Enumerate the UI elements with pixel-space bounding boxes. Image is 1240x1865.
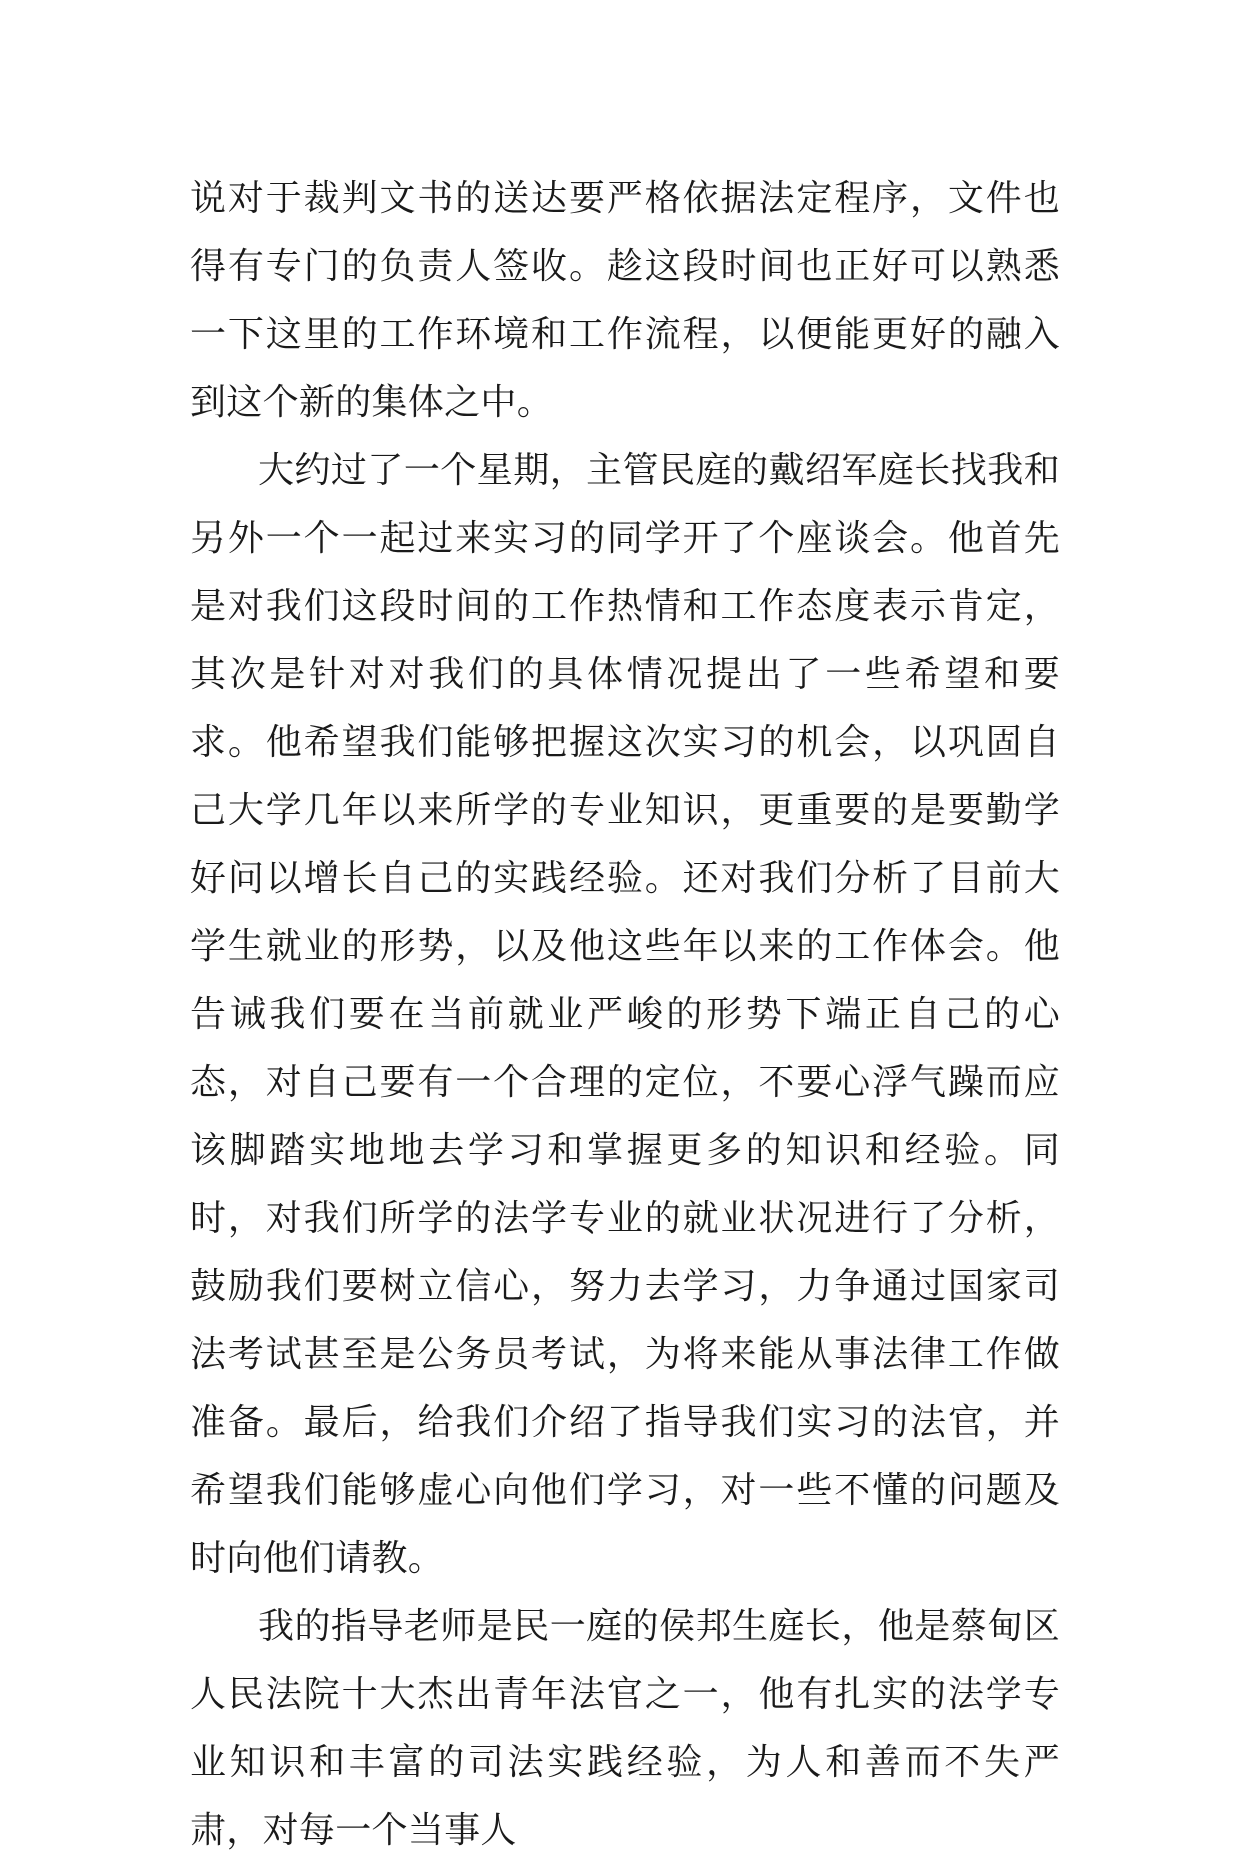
paragraph-continued: 说对于裁判文书的送达要严格依据法定程序，文件也得有专门的负责人签收。趁这段时间也正好可以熟悉一下这里的工作环境和工作流程，以便能更好的融入到这个新的集体之中。 [190, 178, 1060, 423]
document-body [190, 165, 1060, 1865]
paragraph-symposium: 大约过了一个星期，主管民庭的戴绍军庭长找我和另外一个一起过来实习的同学开了个座谈会。他首先是对我们这段时间的工作热情和工作态度表示肯定，其次是针对对我们的具体情况提出了一些希望和要求。他希望我们能够把握这次实习的机会，以巩固自己大学几年以来所学的专业知识，更重要的是要勤学好问以增长自己的实践经验。还对我们分析了目前大学生就业的形势，以及他这些年以来的工作体会。他告诫我们要在当前就业严峻的形势下端正自己的心态，对自己要有一个合理的定位，不要心浮气躁而应该脚踏实地地去学习和掌握更多的知识和经验。同时，对我们所学的法学专业的就业状况进行了分析，鼓励我们要树立信心，努力去学习，力争通过国家司法考试甚至是公务员考试，为将来能从事法律工作做准备。最后，给我们介绍了指导我们实习的法官，并希望我们能够虚心向他们学习，对一些不懂的问题及时向他们请教。 [190, 450, 1060, 1579]
paragraph-supervisor: 我的指导老师是民一庭的侯邦生庭长，他是蔡甸区人民法院十大杰出青年法官之一，他有扎实的法学专业知识和丰富的司法实践经验，为人和善而不失严肃，对每一个当事人 [190, 1606, 1060, 1851]
